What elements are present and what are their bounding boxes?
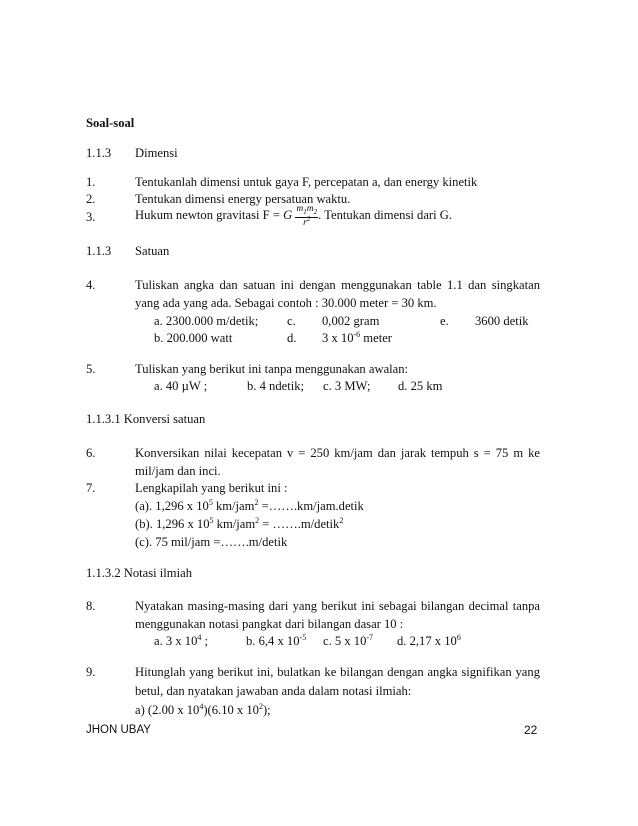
option-b: b. 200.000 watt	[154, 331, 233, 345]
option-c-value: 0,002 gram	[322, 314, 380, 328]
question-text: Lengkapilah yang berikut ini :	[135, 481, 288, 495]
question-text: Hitunglah yang berikut ini, bulatkan ke bilangan dengan angka signifikan yang	[135, 665, 540, 679]
sub-item-b	[135, 517, 343, 532]
question-text: Tuliskan yang berikut ini tanpa menggunakan awalan:	[135, 362, 409, 376]
formula-g: G	[283, 207, 293, 222]
formula-suffix: . Tentukan dimensi dari G.	[318, 207, 452, 222]
option-d-label: d.	[287, 331, 297, 345]
question-text: Konversikan nilai kecepatan v = 250 km/jam dan jarak tempuh s = 75 m ke	[135, 446, 540, 460]
question-number: 3.	[86, 210, 96, 224]
option-b	[246, 634, 306, 649]
question-number: 1.	[86, 175, 96, 189]
page-heading: Soal-soal	[86, 116, 135, 130]
sub-item-a	[135, 499, 364, 514]
question-text: Nyatakan masing-masing dari yang berikut ini sebagai bilangan decimal tanpa	[135, 599, 540, 613]
d-unit: meter	[360, 331, 392, 345]
a-exp: 4	[197, 633, 202, 642]
b-rest: = …….m/detik	[259, 517, 340, 531]
b-exp2: 2	[255, 516, 260, 525]
question-text: menggunakan notasi pangkat dari bilangan dasar 10 :	[135, 617, 404, 631]
d-base: d. 2,17 x 10	[397, 634, 457, 648]
question-text	[135, 204, 452, 228]
formula-fraction	[295, 204, 318, 228]
section-title: 1.1.3.1 Konversi satuan	[86, 412, 206, 426]
a-base: (a). 1,296 x 10	[135, 499, 209, 513]
b-base: b. 6,4 x 10	[246, 634, 300, 648]
question-text: yang ada yang ada. Sebagai contoh : 30.000 meter = 30 km.	[135, 296, 437, 310]
question-number: 6.	[86, 446, 96, 460]
question-number: 2.	[86, 192, 96, 206]
section-number: 1.1.3	[86, 244, 112, 258]
section-title: Dimensi	[135, 146, 178, 160]
section-title: Satuan	[135, 244, 170, 258]
a-rest: ;	[201, 634, 209, 648]
question-text: mil/jam dan inci.	[135, 464, 221, 478]
question-number: 9.	[86, 665, 96, 679]
question-text: Tentukanlah dimensi untuk gaya F, percepatan a, dan energy kinetik	[135, 175, 478, 189]
a-exp2: 2	[254, 498, 259, 507]
page-number: 22	[524, 723, 538, 737]
option-a: a. 40 µW ;	[154, 379, 208, 393]
a-exp1: 5	[208, 498, 213, 507]
a-base: a. 3 x 10	[154, 634, 198, 648]
formula-prefix: Hukum newton gravitasi F =	[135, 207, 284, 222]
a-exp2: 2	[258, 702, 263, 711]
sub-item-c: (c). 75 mil/jam =…….m/detik	[135, 535, 288, 549]
question-number: 4.	[86, 278, 96, 292]
option-b: b. 4 ndetik;	[247, 379, 305, 393]
a-mid: )(6.10 x 10	[203, 703, 259, 717]
d-exp: 6	[456, 633, 461, 642]
footer-author: JHON UBAY	[86, 724, 151, 736]
c-exp: -7	[366, 633, 374, 642]
b-unit: km/jam	[213, 517, 256, 531]
sub-item-a	[135, 703, 271, 718]
question-number: 7.	[86, 481, 96, 495]
option-d	[397, 634, 461, 649]
option-d-value	[322, 331, 392, 346]
den-r: r	[303, 217, 307, 228]
a-rest: =…….km/jam.detik	[258, 499, 364, 513]
option-a	[154, 634, 208, 649]
question-number: 8.	[86, 599, 96, 613]
num-m2: m	[306, 204, 314, 214]
section-number: 1.1.3	[86, 146, 112, 160]
den-exp: 2	[306, 214, 311, 223]
c-base: c. 5 x 10	[323, 634, 367, 648]
question-text: Tentukan dimensi energy persatuan waktu.	[135, 192, 351, 206]
num-sub2: 2	[313, 207, 318, 216]
option-e-label: e.	[440, 314, 449, 328]
b-exp1: 5	[209, 516, 214, 525]
b-base: (b). 1,296 x 10	[135, 517, 210, 531]
a-exp1: 4	[199, 702, 204, 711]
num-sub1: 1	[303, 207, 307, 216]
d-base: 3 x 10	[322, 331, 354, 345]
a-unit: km/jam	[212, 499, 255, 513]
option-a: a. 2300.000 m/detik;	[154, 314, 259, 328]
question-text: betul, dan nyatakan jawaban anda dalam notasi ilmiah:	[135, 684, 412, 698]
option-e-value: 3600 detik	[475, 314, 529, 328]
question-text: Tuliskan angka dan satuan ini dengan menggunakan table 1.1 dan singkatan	[135, 278, 540, 292]
d-exp: -6	[353, 330, 361, 339]
b-exp3: 2	[339, 516, 344, 525]
option-c: c. 3 MW;	[323, 379, 371, 393]
a-rest: );	[262, 703, 271, 717]
section-title: 1.1.3.2 Notasi ilmiah	[86, 566, 192, 580]
question-number: 5.	[86, 362, 96, 376]
b-exp: -5	[299, 633, 307, 642]
num-m1: m	[296, 204, 304, 214]
option-d: d. 25 km	[398, 379, 443, 393]
option-c	[323, 634, 373, 649]
option-c-label: c.	[287, 314, 296, 328]
a-base: a) (2.00 x 10	[135, 703, 200, 717]
